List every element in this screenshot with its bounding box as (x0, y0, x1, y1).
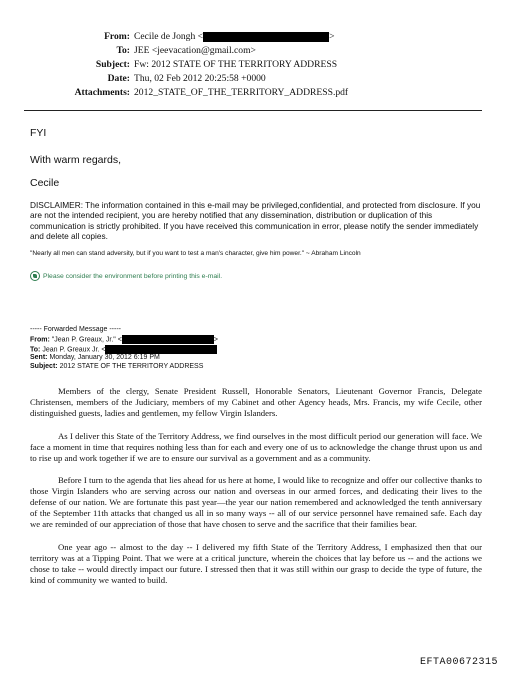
to-value: JEE <jeevacation@gmail.com> (134, 45, 256, 56)
signature-name: Cecile (30, 177, 60, 189)
from-label: From: (104, 31, 130, 42)
subject-row (30, 58, 348, 72)
attachments-row (30, 86, 348, 100)
regards-text: With warm regards, (30, 154, 122, 166)
fwd-from-value: "Jean P. Greaux, Jr." < (51, 335, 122, 343)
forwarded-title: ----- Forwarded Message ----- (30, 326, 122, 333)
fwd-to-row (30, 345, 218, 355)
fwd-sent-row (30, 354, 218, 363)
redaction-bar (203, 32, 329, 42)
header-divider (24, 110, 482, 111)
fwd-subject-label: Subject: (30, 363, 58, 371)
lincoln-quote: "Nearly all men can stand adversity, but if you want to test a man's character, give him power." ~ Abraham Lincoln (30, 250, 361, 257)
forwarded-header (30, 326, 218, 372)
fwd-from-label: From: (30, 335, 50, 343)
environment-text: Please consider the environment before printing this e-mail. (43, 272, 223, 280)
disclaimer-text: DISCLAIMER: The information contained in this e-mail may be privileged,confidential, and protected from disclosure. If you are not the intended recipient, you are hereby notified that any dissemination, distribution or duplication of this communication is strictly prohibited. If you have received this communication in error, please notify the sender immediately and delete all copies. (30, 200, 481, 242)
leaf-icon (30, 271, 40, 281)
fwd-to-value: Jean P. Greaux Jr. < (42, 345, 106, 353)
subject-label: Subject: (95, 59, 130, 70)
paragraph-4: One year ago -- almost to the day -- I delivered my fifth State of the Territory Address, I emphasized then that our territory was at a Tipping Point. That we were at a critical juncture, wherein the choices that lay before us -- and the actions we chose to take -- would directly impact our future. I stressed then that it was still within our grasp to decide the type of future, the kind of community we wanted to build. (30, 541, 482, 585)
from-row (30, 30, 348, 44)
bates-number: EFTA00672315 (419, 657, 498, 668)
from-value (134, 30, 335, 44)
date-value: Thu, 02 Feb 2012 20:25:58 +0000 (134, 73, 266, 84)
fwd-from-row: From: "Jean P. Greaux, Jr." < > (30, 335, 218, 343)
subject-value: Fw: 2012 STATE OF THE TERRITORY ADDRESS (134, 59, 338, 70)
to-row (30, 44, 348, 58)
redaction-bar (105, 345, 217, 354)
fwd-to-label: To: (30, 345, 41, 353)
fyi-text: FYI (30, 127, 47, 139)
attachment-link[interactable]: 2012_STATE_OF_THE_TERRITORY_ADDRESS.pdf (134, 87, 349, 98)
address-body (30, 386, 482, 598)
environment-note (30, 271, 222, 281)
fwd-sent-value: Monday, January 30, 2012 6:19 PM (49, 354, 160, 362)
email-header (30, 30, 348, 100)
date-row (30, 72, 348, 86)
paragraph-2: As I deliver this State of the Territory Address, we find ourselves in the most difficult period our generation will face. We face a moment in time that requires nothing less than for each and every one of us to acknowledge the change thrust upon us and to rise up and work together if we are to ensure our survival as a government and as a community. (30, 430, 482, 463)
fwd-subject-row (30, 363, 218, 372)
date-label: Date: (107, 73, 130, 84)
from-name: Cecile de Jongh < (134, 31, 204, 42)
paragraph-3: Before I turn to the agenda that lies ahead for us here at home, I would like to recognize and offer our collective thanks to those Virgin Islanders who are serving across our nation and overseas in our armed forces, and dedicating their lives to the defense of our nation. We are fortunate this past year—the year our nation remembered and acknowledged the tenth anniversary of the September 11th attacks that changed us all in so many ways -- all of our service personnel have remained safe. Each day we are reminded of our appreciation of those that have chosen to serve and the sacrifice that their families bear. (30, 475, 482, 530)
fwd-subject-value: 2012 STATE OF THE TERRITORY ADDRESS (59, 363, 204, 371)
to-label: To: (116, 45, 130, 56)
redaction-bar (122, 335, 214, 344)
from-suffix: > (329, 31, 335, 42)
paragraph-1: Members of the clergy, Senate President Russell, Honorable Senators, Lieutenant Governor Francis, Delegate Christensen, members of the Judiciary, members of my Cabinet and other Agency heads, Mrs. Francis, my wife Cecile, other distinguished guests, ladies and gentlemen, my fellow Virgin Islanders. (30, 386, 482, 418)
attachments-label: Attachments: (74, 87, 130, 98)
fwd-sent-label: Sent: (30, 354, 48, 362)
